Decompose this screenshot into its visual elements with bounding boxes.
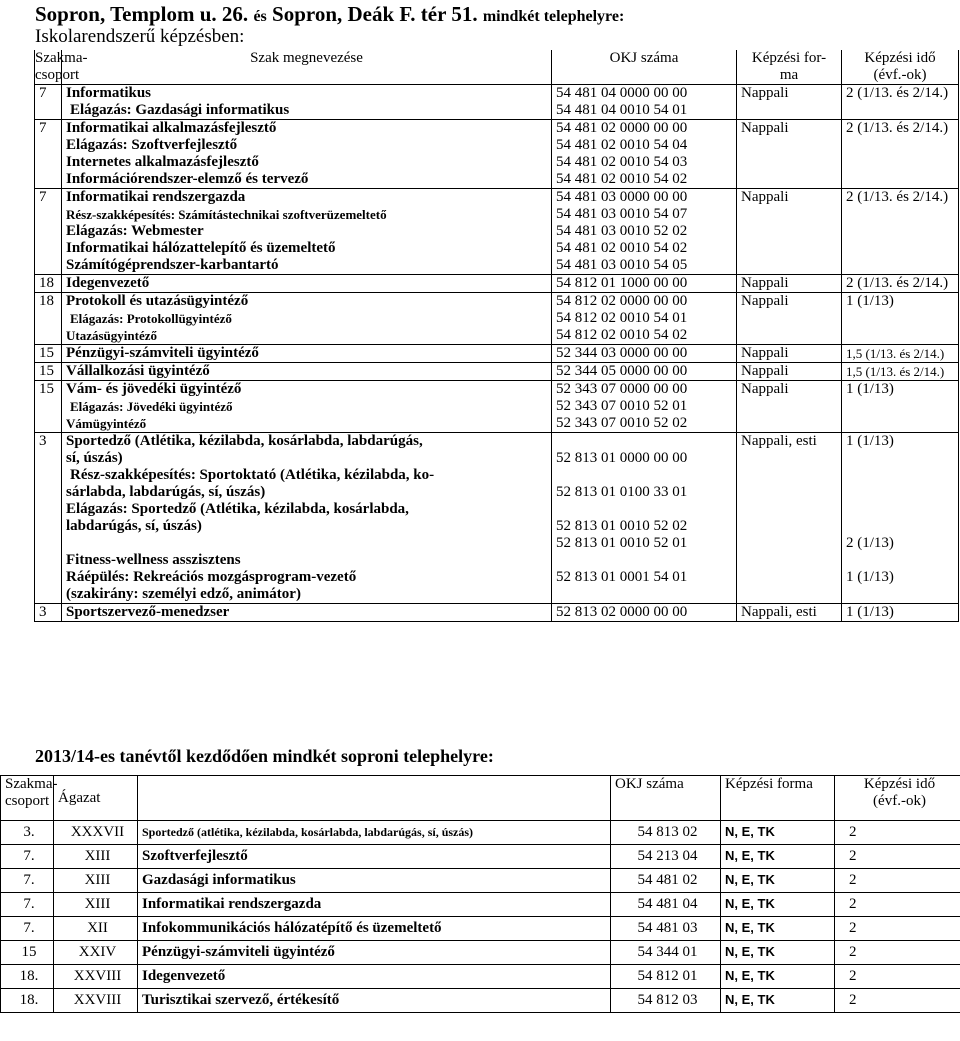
- row-name: Informatikai rendszergazda: [138, 893, 611, 917]
- table-row: Elágazás: Webmester 54 481 03 0010 52 02: [35, 223, 959, 240]
- row-duration: 2: [835, 845, 960, 869]
- row-sector: XXIV: [54, 941, 138, 965]
- table-row: Vámügyintéző 52 343 07 0010 52 02: [35, 415, 959, 433]
- row-name: Turisztikai szervező, értékesítő: [138, 989, 611, 1013]
- row-okj: 54 481 03: [611, 917, 721, 941]
- header-name: Szak megnevezése: [62, 50, 552, 85]
- header-code: Szakma- csoport: [35, 50, 88, 83]
- row-name: Szoftverfejlesztő: [138, 845, 611, 869]
- row-sector: XXXVII: [54, 821, 138, 845]
- table-row: 7 Informatikus 54 481 04 0000 00 00 Nappali 2 (1/13. és 2/14.): [35, 85, 959, 103]
- row-name: Idegenvezető: [138, 965, 611, 989]
- header-agazat: Ágazat: [54, 776, 138, 821]
- row-name: Pénzügyi-számviteli ügyintéző: [138, 941, 611, 965]
- table-row: Utazásügyintéző 54 812 02 0010 54 02: [35, 327, 959, 345]
- header-ido: Képzési idő (évf.-ok): [842, 50, 959, 85]
- table-row: Elágazás: Jövedéki ügyintéző 52 343 07 0010 52 01: [35, 398, 959, 415]
- row-duration: 2: [835, 893, 960, 917]
- row-code: 3.: [1, 821, 54, 845]
- table-row: [1, 965, 960, 989]
- row-forma: N, E, TK: [721, 941, 835, 965]
- table-row: Elágazás: Szoftverfejlesztő 54 481 02 0010 54 04: [35, 137, 959, 154]
- sector-table: [0, 775, 960, 1013]
- page-title: [35, 2, 624, 29]
- table-row: [1, 869, 960, 893]
- table-row: [1, 893, 960, 917]
- table-row: (szakirány: személyi edző, animátor): [35, 586, 959, 604]
- table-row: sárlabda, labdarúgás, sí, úszás) 52 813 01 0100 33 01: [35, 484, 959, 501]
- course-table: [34, 50, 959, 622]
- row-duration: 2: [835, 869, 960, 893]
- table-row: [1, 941, 960, 965]
- row-okj: 54 481 04: [611, 893, 721, 917]
- header-blank: [138, 776, 611, 821]
- row-forma: N, E, TK: [721, 965, 835, 989]
- header-okj: OKJ száma: [552, 50, 737, 85]
- table-row: sí, úszás) 52 813 01 0000 00 00: [35, 450, 959, 467]
- row-code: 18.: [1, 965, 54, 989]
- table-row: Rész-szakképesítés: Sportoktató (Atlétika, kézilabda, ko-: [35, 467, 959, 484]
- row-sector: XIII: [54, 893, 138, 917]
- table-row: Informatikai hálózattelepítő és üzemeltető 54 481 02 0010 54 02: [35, 240, 959, 257]
- table-row: Elágazás: Gazdasági informatikus 54 481 04 0010 54 01: [35, 102, 959, 120]
- table-row: 52 813 01 0010 52 01 2 (1/13): [35, 535, 959, 552]
- row-okj: 54 812 01: [611, 965, 721, 989]
- row-code: 7.: [1, 893, 54, 917]
- title-conjunction: és: [253, 8, 267, 25]
- table-row: Rész-szakképesítés: Számítástechnikai szoftverüzemeltető 54 481 03 0010 54 07: [35, 206, 959, 223]
- row-code: 18.: [1, 989, 54, 1013]
- table-row: 15 Vám- és jövedéki ügyintéző 52 343 07 0000 00 00 Nappali 1 (1/13): [35, 381, 959, 399]
- page-subtitle: Iskolarendszerű képzésben:: [35, 26, 245, 47]
- header-okj: OKJ száma: [611, 776, 721, 821]
- row-okj: 54 213 04: [611, 845, 721, 869]
- header-forma: Képzési for- ma: [737, 50, 842, 85]
- table-row: labdarúgás, sí, úszás) 52 813 01 0010 52 02: [35, 518, 959, 535]
- row-code: 15: [1, 941, 54, 965]
- row-okj: 54 481 02: [611, 869, 721, 893]
- row-forma: N, E, TK: [721, 845, 835, 869]
- row-duration: 2: [835, 989, 960, 1013]
- row-okj: 54 813 02: [611, 821, 721, 845]
- table-row: 3 Sportedző (Atlétika, kézilabda, kosárlabda, labdarúgás, Nappali, esti 1 (1/13): [35, 433, 959, 451]
- row-code: 7.: [1, 845, 54, 869]
- table-row: [1, 989, 960, 1013]
- table-row: Számítógéprendszer-karbantartó 54 481 03 0010 54 05: [35, 257, 959, 275]
- table-row: 15 Pénzügyi-számviteli ügyintéző 52 344 03 0000 00 00 Nappali 1,5 (1/13. és 2/14.): [35, 345, 959, 363]
- sector-table-header: [1, 776, 960, 821]
- table-row: 15 Vállalkozási ügyintéző 52 344 05 0000 00 00 Nappali 1,5 (1/13. és 2/14.): [35, 363, 959, 381]
- row-code: 7.: [1, 917, 54, 941]
- row-sector: XIII: [54, 845, 138, 869]
- header-forma: Képzési forma: [721, 776, 835, 821]
- row-duration: 2: [835, 821, 960, 845]
- table-row: 7 Informatikai rendszergazda 54 481 03 0000 00 00 Nappali 2 (1/13. és 2/14.): [35, 189, 959, 207]
- table-row: 18 Protokoll és utazásügyintéző 54 812 02 0000 00 00 Nappali 1 (1/13): [35, 293, 959, 311]
- table-row: [1, 821, 960, 845]
- row-sector: XXVIII: [54, 989, 138, 1013]
- header-code: Szakma- csoport: [1, 776, 54, 821]
- table-row: 7 Informatikai alkalmazásfejlesztő 54 481 02 0000 00 00 Nappali 2 (1/13. és 2/14.): [35, 120, 959, 138]
- table-row: 18 Idegenvezető 54 812 01 1000 00 00 Nappali 2 (1/13. és 2/14.): [35, 275, 959, 293]
- title-suffix: mindkét telephelyre:: [482, 8, 625, 25]
- table-row: Elágazás: Sportedző (Atlétika, kézilabda, kosárlabda,: [35, 501, 959, 518]
- row-code: 7.: [1, 869, 54, 893]
- row-name: Sportedző (atlétika, kézilabda, kosárlabda, labdarúgás, sí, úszás): [138, 821, 611, 845]
- row-duration: 2: [835, 965, 960, 989]
- row-forma: N, E, TK: [721, 917, 835, 941]
- table-row: Ráépülés: Rekreációs mozgásprogram-vezető 52 813 01 0001 54 01 1 (1/13): [35, 569, 959, 586]
- section-title: 2013/14-es tanévtől kezdődően mindkét soproni telephelyre:: [35, 746, 494, 766]
- row-sector: XII: [54, 917, 138, 941]
- table-row: Internetes alkalmazásfejlesztő 54 481 02 0010 54 03: [35, 154, 959, 171]
- row-forma: N, E, TK: [721, 869, 835, 893]
- row-sector: XXVIII: [54, 965, 138, 989]
- row-duration: 2: [835, 917, 960, 941]
- table-row: [1, 845, 960, 869]
- table-row: 3 Sportszervező-menedzser 52 813 02 0000 00 00 Nappali, esti 1 (1/13): [35, 604, 959, 622]
- title-location-2: Sopron, Deák F. tér 51.: [272, 2, 478, 26]
- header-ido: Képzési idő (évf.-ok): [835, 776, 960, 821]
- row-name: Gazdasági informatikus: [138, 869, 611, 893]
- table-row: Fitness-wellness asszisztens: [35, 552, 959, 569]
- course-table-header: [35, 50, 959, 85]
- row-name: Infokommunikációs hálózatépítő és üzemeltető: [138, 917, 611, 941]
- row-forma: N, E, TK: [721, 893, 835, 917]
- row-duration: 2: [835, 941, 960, 965]
- table-row: [1, 917, 960, 941]
- table-row: Információrendszer-elemző és tervező 54 481 02 0010 54 02: [35, 171, 959, 189]
- row-okj: 54 812 03: [611, 989, 721, 1013]
- title-location-1: Sopron, Templom u. 26.: [35, 2, 249, 26]
- row-sector: XIII: [54, 869, 138, 893]
- row-forma: N, E, TK: [721, 821, 835, 845]
- table-row: Elágazás: Protokollügyintéző 54 812 02 0010 54 01: [35, 310, 959, 327]
- row-okj: 54 344 01: [611, 941, 721, 965]
- row-forma: N, E, TK: [721, 989, 835, 1013]
